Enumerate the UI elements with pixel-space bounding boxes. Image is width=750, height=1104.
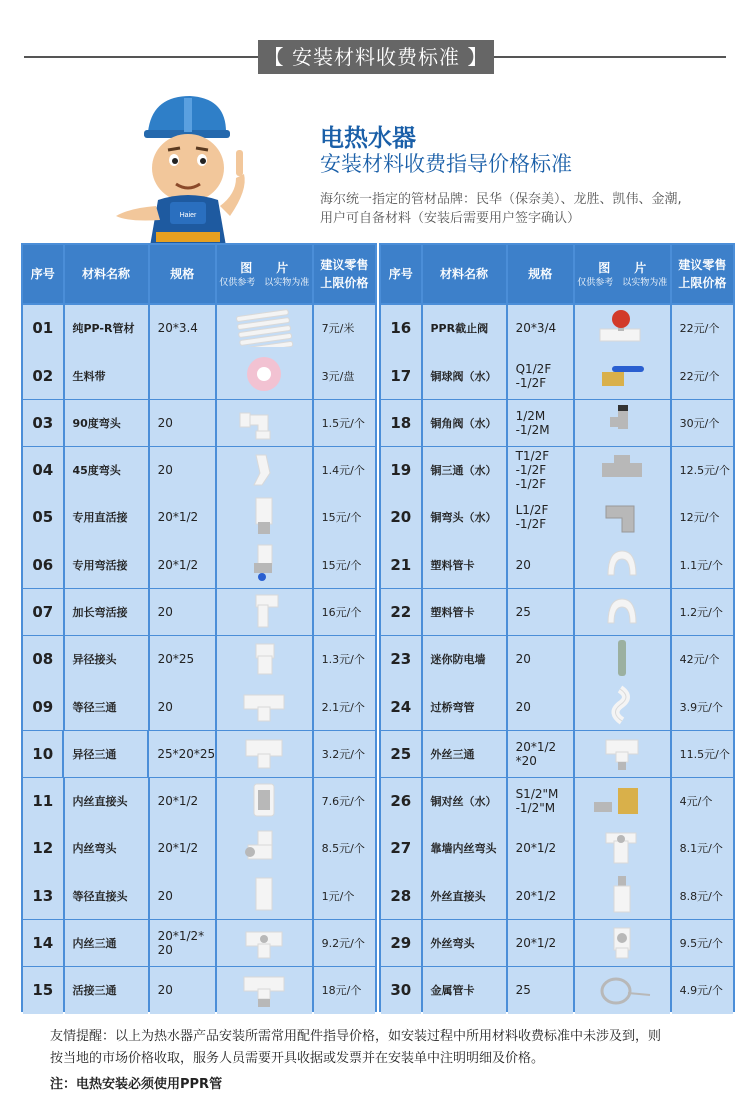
row-number: 20 [381,494,421,541]
elbow-45-icon [234,449,294,492]
material-picture [217,967,312,1014]
header-price-line1: 建议零售 [320,258,369,272]
row-number: 04 [23,447,63,494]
table-row [23,589,375,636]
material-name: 异径接头 [65,636,148,683]
material-spec: 20 [508,636,573,683]
mascot-badge: Haier [179,212,197,219]
footer-note: 注：电热安装必须使用PPR管 [50,1077,223,1092]
material-spec: 20*1/2 [508,872,573,919]
material-spec: 20*3/4 [508,305,573,352]
row-number: 16 [381,305,421,352]
page-banner: 【 安装材料收费标准 】 [258,40,494,74]
table-row [381,636,733,683]
row-number: 03 [23,400,63,447]
material-spec: 20*1/2 [150,825,215,872]
installer-mascot-icon [108,90,268,246]
material-picture [217,447,312,494]
male-elbow-icon [592,922,652,965]
material-name: 铜三通（水） [423,447,506,494]
material-price: 16元/个 [314,589,375,636]
material-name: 铜对丝（水） [423,778,506,825]
material-name: 铜弯头（水） [423,494,506,541]
material-picture [575,683,670,730]
material-name: 等径三通 [65,683,148,730]
row-number: 30 [381,967,421,1014]
material-price: 2.1元/个 [314,683,375,730]
material-price: 1.4元/个 [314,447,375,494]
row-number: 24 [381,683,421,730]
reminder-line-1: 友情提醒：以上为热水器产品安装所需常用配件指导价格，如安装过程中所用材料收费标准中未涉及到，则 [50,1029,662,1044]
material-price: 30元/个 [672,400,733,447]
material-spec: 20 [150,872,215,919]
stop-valve-icon [592,307,652,350]
material-picture [575,967,670,1014]
material-price: 18元/个 [314,967,375,1014]
material-spec: 20*1/2 [150,494,215,541]
table-row [23,305,375,352]
table-row [381,352,733,399]
material-price: 8.8元/个 [672,872,733,919]
table-body [23,305,375,1014]
row-number: 27 [381,825,421,872]
material-picture [217,731,312,778]
table-row [23,636,375,683]
material-name: 内丝直接头 [65,778,148,825]
row-number: 11 [23,778,63,825]
row-number: 07 [23,589,63,636]
row-number: 23 [381,636,421,683]
material-picture [575,447,670,494]
header-price-line1: 建议零售 [678,258,727,272]
header-picture-label: 图 片 [240,261,289,275]
material-spec: 20*1/2 *20 [508,731,573,778]
material-price: 9.2元/个 [314,920,375,967]
material-name: 90度弯头 [65,400,148,447]
material-name: 塑料管卡 [423,541,506,588]
header-price-line2: 上限价格 [320,276,369,290]
material-picture [217,683,312,730]
material-picture [217,872,312,919]
ball-valve-icon [592,354,652,397]
material-price: 1.5元/个 [314,400,375,447]
material-spec: 20 [150,683,215,730]
material-name: 生料带 [65,352,148,399]
row-number: 13 [23,872,63,919]
table-body [381,305,733,1014]
header-spec: 规格 [150,245,215,303]
row-number: 21 [381,541,421,588]
material-name: PPR截止阀 [423,305,506,352]
material-spec: 20 [150,589,215,636]
material-name: 金属管卡 [423,967,506,1014]
material-picture [217,352,312,399]
material-spec: 25 [508,589,573,636]
bridge-bend-icon [592,685,652,728]
brass-tee-icon [592,449,652,492]
material-picture [217,541,312,588]
table-row [23,447,375,494]
row-number: 01 [23,305,63,352]
material-spec: 1/2M -1/2M [508,400,573,447]
female-coupling-icon [234,780,294,823]
brand-line-2: 用户可自备材料（安装后需要用户签字确认） [320,211,581,226]
row-number: 14 [23,920,63,967]
material-picture [575,636,670,683]
female-elbow-icon [234,827,294,870]
material-price: 9.5元/个 [672,920,733,967]
table-row [23,731,375,778]
material-spec [150,352,215,399]
male-tee-icon [592,732,652,775]
header-name: 材料名称 [423,245,506,303]
material-price: 3.2元/个 [314,731,375,778]
header-spec: 规格 [508,245,573,303]
anti-shock-icon [592,638,652,681]
header-picture-note: 仅供参考 以实物为准 [219,278,310,288]
long-elbow-union-icon [234,591,294,634]
header-picture [575,245,670,303]
header-price-line2: 上限价格 [678,276,727,290]
material-spec: 20 [508,541,573,588]
material-picture [217,589,312,636]
material-name: 活接三通 [65,967,148,1014]
material-price: 42元/个 [672,636,733,683]
header-picture [217,245,312,303]
row-number: 19 [381,447,421,494]
brass-elbow-icon [592,496,652,539]
material-name: 等径直接头 [65,872,148,919]
metal-clamp-icon [592,969,652,1012]
material-spec: T1/2F -1/2F -1/2F [508,447,573,494]
price-table-left [21,243,377,1012]
table-row [381,825,733,872]
material-picture [575,778,670,825]
material-picture [217,825,312,872]
hero-title: 电热水器 [320,124,416,152]
material-picture [575,305,670,352]
material-picture [575,352,670,399]
material-name: 过桥弯管 [423,683,506,730]
material-spec: Q1/2F -1/2F [508,352,573,399]
material-name: 45度弯头 [65,447,148,494]
material-picture [217,494,312,541]
table-row [23,400,375,447]
material-picture [217,920,312,967]
male-coupling-icon [592,874,652,917]
row-number: 29 [381,920,421,967]
material-name: 纯PP-R管材 [65,305,148,352]
table-row [381,589,733,636]
material-price: 22元/个 [672,352,733,399]
material-price: 15元/个 [314,541,375,588]
material-name: 铜角阀（水） [423,400,506,447]
material-picture [575,872,670,919]
price-table-right [379,243,735,1012]
table-row [381,920,733,967]
material-picture [217,636,312,683]
material-spec: 25*20*25 [149,731,215,778]
footer-reminder [50,1026,730,1070]
brand-line-1: 海尔统一指定的管材品牌：民华（保奈美）、龙胜、凯伟、金潮, [320,192,682,207]
row-number: 02 [23,352,63,399]
header-price [314,245,375,303]
material-name: 外丝三通 [423,731,506,778]
header-picture-note: 仅供参考 以实物为准 [577,278,668,288]
reminder-line-2: 按当地的市场价格收取，服务人员需要开具收据或发票并在安装单中注明明细及价格。 [50,1051,545,1066]
table-row [381,541,733,588]
material-picture [575,589,670,636]
elbow-90-icon [234,401,294,444]
material-spec: 20*1/2 [150,778,215,825]
row-number: 18 [381,400,421,447]
material-spec: 20*25 [150,636,215,683]
union-tee-icon [234,969,294,1012]
table-row [381,400,733,447]
table-row [381,967,733,1014]
material-price: 1.3元/个 [314,636,375,683]
material-price: 15元/个 [314,494,375,541]
material-picture [575,400,670,447]
material-name: 异径三通 [64,731,147,778]
brand-notice [320,190,730,228]
row-number: 22 [381,589,421,636]
material-picture [575,920,670,967]
table-row [23,967,375,1014]
reducing-tee-icon [234,732,294,775]
material-price: 4.9元/个 [672,967,733,1014]
material-picture [575,494,670,541]
table-row [23,872,375,919]
pipe-clip-icon [592,591,652,634]
material-price: 11.5元/个 [672,731,733,778]
material-name: 外丝弯头 [423,920,506,967]
tape-icon [234,354,294,397]
header-no: 序号 [23,245,63,303]
straight-union-icon [234,496,294,539]
material-name: 加长弯活接 [65,589,148,636]
material-name: 内丝弯头 [65,825,148,872]
table-row [23,778,375,825]
table-row [381,447,733,494]
material-spec: 20*1/2 [508,920,573,967]
table-row [381,683,733,730]
row-number: 17 [381,352,421,399]
material-picture [575,825,670,872]
row-number: 06 [23,541,63,588]
row-number: 12 [23,825,63,872]
row-number: 10 [23,731,62,778]
table-row [23,352,375,399]
material-name: 专用弯活接 [65,541,148,588]
coupling-icon [234,874,294,917]
tee-icon [234,685,294,728]
table-row [23,541,375,588]
material-spec: 20 [150,967,215,1014]
material-price: 1.2元/个 [672,589,733,636]
material-price: 22元/个 [672,305,733,352]
row-number: 15 [23,967,63,1014]
material-spec: S1/2"M -1/2"M [508,778,573,825]
hero-subtitle: 安装材料收费指导价格标准 [320,152,572,176]
material-price: 8.1元/个 [672,825,733,872]
female-tee-icon [234,922,294,965]
row-number: 09 [23,683,63,730]
material-price: 7.6元/个 [314,778,375,825]
material-price: 1.1元/个 [672,541,733,588]
hex-nipple-icon [592,780,652,823]
material-name: 靠墙内丝弯头 [423,825,506,872]
table-row [381,494,733,541]
material-price: 3.9元/个 [672,683,733,730]
material-picture [217,305,312,352]
table-row [381,305,733,352]
table-row [381,731,733,778]
material-spec: 20 [150,447,215,494]
material-spec: 20*1/2 [150,541,215,588]
material-spec: 25 [508,967,573,1014]
material-spec: 20*3.4 [150,305,215,352]
table-row [23,683,375,730]
header-name: 材料名称 [65,245,148,303]
material-name: 迷你防电墙 [423,636,506,683]
table-row [381,872,733,919]
material-picture [575,731,670,778]
material-picture [575,541,670,588]
table-row [381,778,733,825]
header-picture-label: 图 片 [598,261,647,275]
row-number: 08 [23,636,63,683]
material-name: 专用直活接 [65,494,148,541]
pipe-clip-icon [592,543,652,586]
material-price: 8.5元/个 [314,825,375,872]
row-number: 26 [381,778,421,825]
table-row [23,825,375,872]
header-no: 序号 [381,245,421,303]
material-price: 12元/个 [672,494,733,541]
material-picture [217,400,312,447]
pipe-icon [234,307,294,350]
row-number: 05 [23,494,63,541]
wall-elbow-icon [592,827,652,870]
table-header [381,245,733,303]
row-number: 28 [381,872,421,919]
material-price: 12.5元/个 [672,447,733,494]
material-price: 3元/盘 [314,352,375,399]
row-number: 25 [381,731,421,778]
material-spec: 20*1/2 [508,825,573,872]
material-spec: 20*1/2* 20 [150,920,215,967]
material-spec: L1/2F -1/2F [508,494,573,541]
material-spec: 20 [508,683,573,730]
table-header [23,245,375,303]
material-price: 1元/个 [314,872,375,919]
material-spec: 20 [150,400,215,447]
material-price: 4元/个 [672,778,733,825]
material-price: 7元/米 [314,305,375,352]
material-name: 塑料管卡 [423,589,506,636]
angle-valve-icon [592,401,652,444]
elbow-union-icon [234,543,294,586]
material-picture [217,778,312,825]
table-row [23,494,375,541]
material-name: 内丝三通 [65,920,148,967]
material-name: 外丝直接头 [423,872,506,919]
material-name: 铜球阀（水） [423,352,506,399]
table-row [23,920,375,967]
reducer-icon [234,638,294,681]
header-price [672,245,733,303]
